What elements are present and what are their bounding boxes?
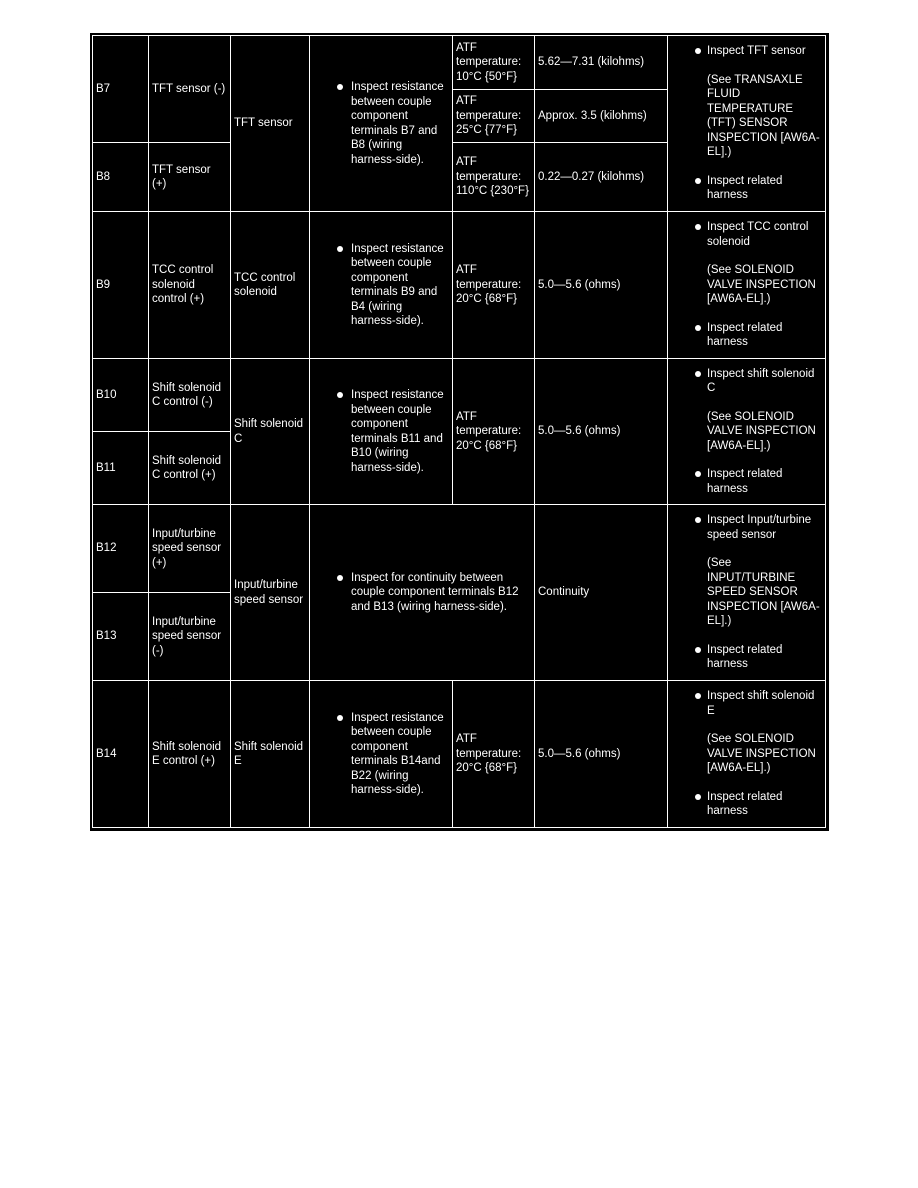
action-cell [668,505,826,681]
condition-cell: ATF temperature: 20°C {68°F} [453,212,535,359]
action-reference: (See TRANSAXLE FLUID TEMPERATURE (TFT) SENSOR INSPECTION [AW6A-EL].) [707,73,820,159]
inspection-cell [310,212,453,359]
action-cell [668,359,826,505]
spec-cell: Approx. 3.5 (kilohms) [535,90,668,143]
inspection-text: Inspect resistance between couple component terminals B9 and B4 (wiring harness-side). [313,242,449,329]
component-cell: TCC control solenoid [231,212,310,359]
terminal-cell: B10 [93,359,149,432]
spec-cell: 5.62—7.31 (kilohms) [535,36,668,90]
action-harness: Inspect related harness [671,643,822,672]
spec-cell: 5.0—5.6 (ohms) [535,359,668,505]
action-cell [668,681,826,828]
action-reference: (See SOLENOID VALVE INSPECTION [AW6A-EL].) [707,264,816,306]
action-inspect: Inspect TFT sensor [671,44,822,59]
inspection-cell [310,505,535,681]
inspection-cell [310,359,453,505]
action-harness: Inspect related harness [671,321,822,350]
terminal-cell: B14 [93,681,149,828]
table-row [93,681,826,828]
terminal-cell: B8 [93,143,149,212]
terminal-name-cell: Shift solenoid C control (+) [149,432,231,505]
terminal-cell: B7 [93,36,149,143]
terminal-name-cell: Input/turbine speed sensor (-) [149,593,231,681]
spec-cell: 0.22—0.27 (kilohms) [535,143,668,212]
action-harness: Inspect related harness [671,790,822,819]
terminal-name-cell: Shift solenoid E control (+) [149,681,231,828]
condition-cell: ATF temperature: 25°C {77°F} [453,90,535,143]
spec-cell: 5.0—5.6 (ohms) [535,212,668,359]
action-cell [668,212,826,359]
spec-cell: 5.0—5.6 (ohms) [535,681,668,828]
condition-cell: ATF temperature: 10°C {50°F} [453,36,535,90]
action-reference: (See SOLENOID VALVE INSPECTION [AW6A-EL].) [707,410,816,452]
action-reference: (See INPUT/TURBINE SPEED SENSOR INSPECTION [AW6A-EL].) [707,557,820,628]
component-cell: TFT sensor [231,36,310,212]
condition-cell: ATF temperature: 110°C {230°F} [453,143,535,212]
inspection-cell [310,36,453,212]
terminal-name-cell: Shift solenoid C control (-) [149,359,231,432]
table-row [93,505,826,593]
spec-cell: Continuity [535,505,668,681]
terminal-name-cell: Input/turbine speed sensor (+) [149,505,231,593]
component-cell: Shift solenoid C [231,359,310,505]
terminal-inspection-table [92,35,826,828]
inspection-cell [310,681,453,828]
table-row [93,36,826,90]
inspection-text: Inspect resistance between couple component terminals B14and B22 (wiring harness-side). [313,711,449,798]
condition-cell: ATF temperature: 20°C {68°F} [453,359,535,505]
terminal-cell: B11 [93,432,149,505]
action-reference: (See SOLENOID VALVE INSPECTION [AW6A-EL].) [707,733,816,775]
terminal-name-cell: TCC control solenoid control (+) [149,212,231,359]
terminal-cell: B13 [93,593,149,681]
action-harness: Inspect related harness [671,174,822,203]
action-harness: Inspect related harness [671,467,822,496]
table-row [93,212,826,359]
action-inspect: Inspect Input/turbine speed sensor [671,513,822,542]
terminal-name-cell: TFT sensor (+) [149,143,231,212]
inspection-text: Inspect resistance between couple component terminals B11 and B10 (wiring harness-side). [313,388,449,475]
action-inspect: Inspect shift solenoid C [671,367,822,396]
action-inspect: Inspect TCC control solenoid [671,220,822,249]
inspection-text: Inspect resistance between couple component terminals B7 and B8 (wiring harness-side). [313,80,449,167]
condition-cell: ATF temperature: 20°C {68°F} [453,681,535,828]
component-cell: Input/turbine speed sensor [231,505,310,681]
table-row [93,359,826,432]
spec-table-frame [90,33,829,831]
terminal-name-cell: TFT sensor (-) [149,36,231,143]
action-inspect: Inspect shift solenoid E [671,689,822,718]
component-cell: Shift solenoid E [231,681,310,828]
action-cell [668,36,826,212]
inspection-text: Inspect for continuity between couple component terminals B12 and B13 (wiring harness-side). [313,571,531,615]
terminal-cell: B12 [93,505,149,593]
terminal-cell: B9 [93,212,149,359]
